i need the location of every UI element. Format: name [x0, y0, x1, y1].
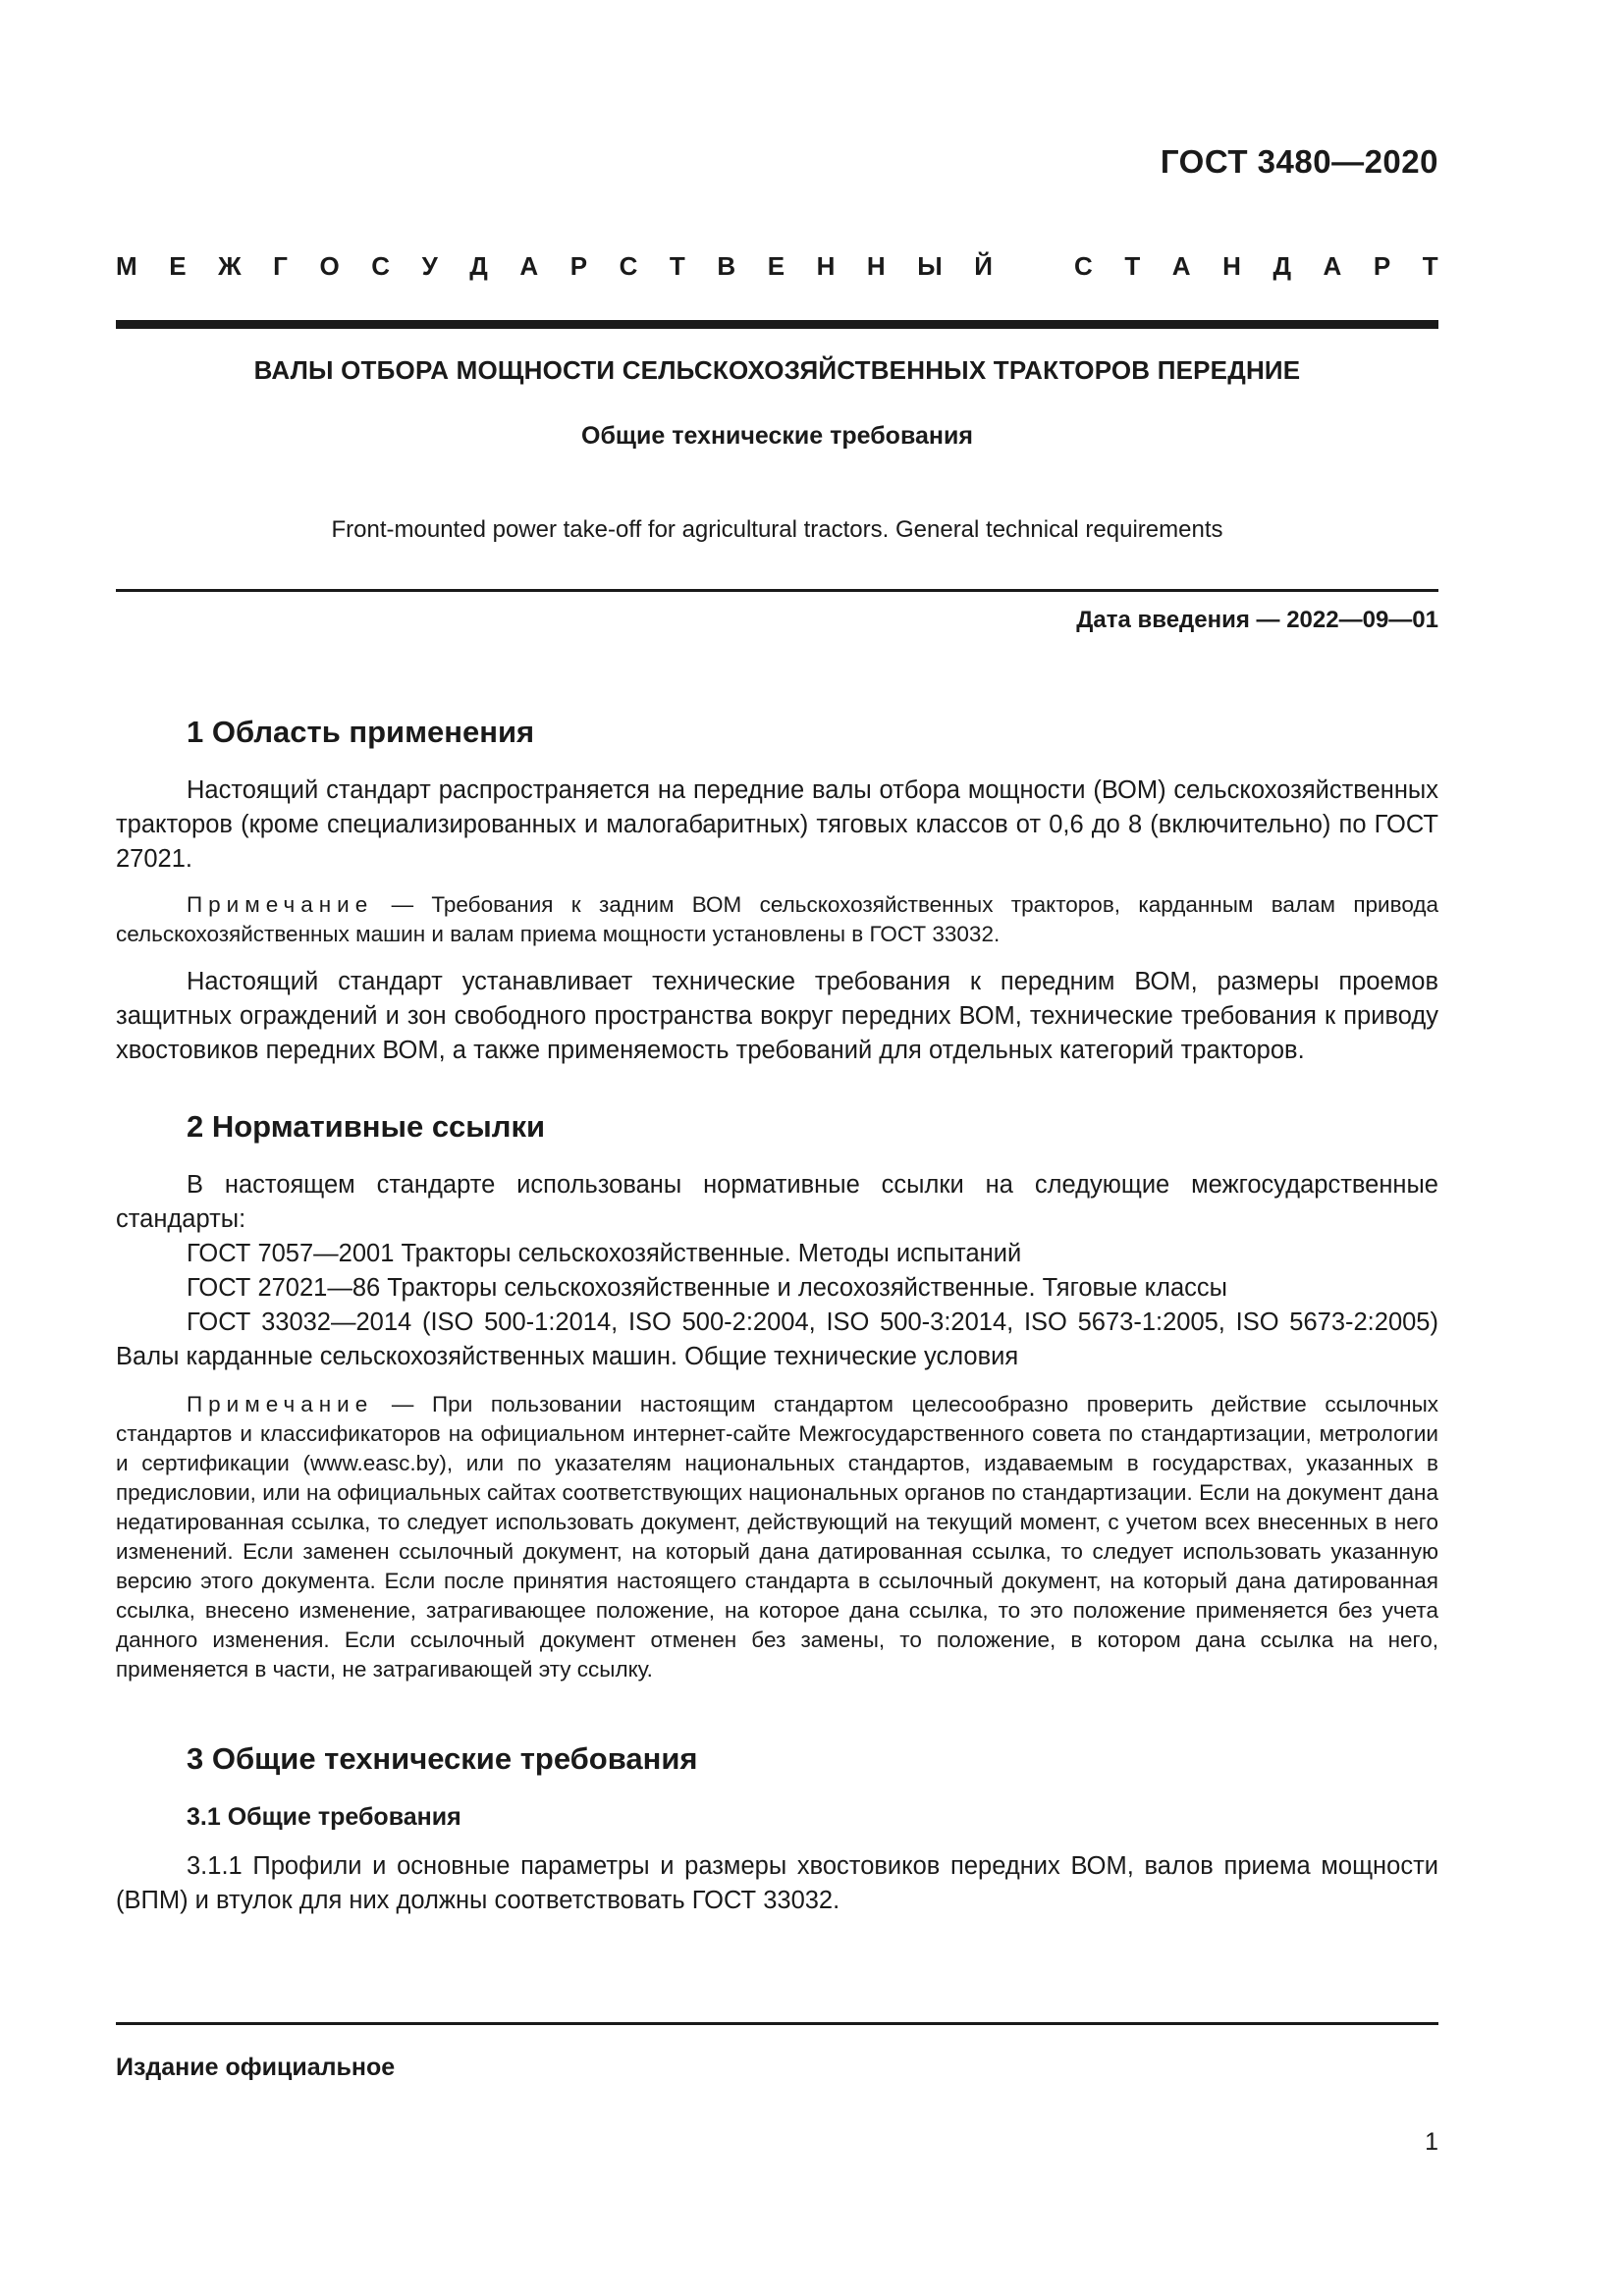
note-text: — Требования к задним ВОМ сельскохозяйственных тракторов, карданным валам привода сельскохозяйственных машин и валам приема мощности установлены в ГОСТ 33032. [116, 892, 1438, 946]
standard-type-letter: Т [1124, 251, 1141, 281]
document-page [116, 0, 1438, 2296]
document-title: ВАЛЫ ОТБОРА МОЩНОСТИ СЕЛЬСКОХОЗЯЙСТВЕННЫХ ТРАКТОРОВ ПЕРЕДНИЕ [253, 355, 1301, 385]
standard-type-letter: Е [169, 251, 187, 281]
standard-type-letter: А [519, 251, 539, 281]
note-text: — При пользовании настоящим стандартом целесообразно проверить действие ссылочных стандартов и классификаторов на официальном интернет-сайте Межгосударственного совета по стандартизации, метрологии и сертификации (www.easc.by), или по указателям национальных стандартов, издаваемым в государствах, указанных в предисловии, или на официальных сайтах соответствующих национальных органов по стандартизации. Если на документ дана недатированная ссылка, то следует использовать документ, действующий на текущий момент, с учетом всех внесенных в него изменений. Если заменен ссылочный документ, на который дана датированная ссылка, то следует использовать указанную версию этого документа. Если после принятия настоящего стандарта в ссылочный документ, на который дана датированная ссылка, внесено изменение, затрагивающее положение, на которое дана ссылка, то это положение применяется без учета данного изменения. Если ссылочный документ отменен без замены, то положение, в котором дана ссылка на него, применяется в части, не затрагивающей эту ссылку. [116, 1392, 1438, 1682]
section-1-note [116, 890, 1438, 949]
standard-type-letter: Е [767, 251, 785, 281]
standard-type-letter: О [319, 251, 340, 281]
section-1-paragraph-2: Настоящий стандарт устанавливает технические требования к передним ВОМ, размеры проемов защитных ограждений и зон свободного пространства вокруг передних ВОМ, технические требования к приводу хвостовиков передних ВОМ, а также применяемость требований для отдельных категорий тракторов. [116, 968, 1438, 1064]
standard-type-letter: Г [273, 251, 288, 281]
standard-type-letter: Д [1272, 251, 1291, 281]
standard-type-heading [116, 251, 1438, 282]
standard-type-letter: Т [669, 251, 685, 281]
note-label: Примечание [187, 892, 374, 917]
standard-type-letter: С [619, 251, 638, 281]
section-2-note [116, 1390, 1438, 1684]
document-body [116, 713, 1438, 1932]
standard-type-letter: Т [1422, 251, 1438, 281]
footer-divider [116, 2022, 1438, 2025]
note-label: Примечание [187, 1392, 374, 1416]
standard-type-letter: А [1171, 251, 1191, 281]
standard-type-letter: У [421, 251, 438, 281]
header-divider [116, 320, 1438, 329]
official-edition-label: Издание официальное [116, 2054, 396, 2081]
english-title: Front-mounted power take-off for agricultural tractors. General technical requirements [331, 516, 1223, 543]
introduction-date: Дата введения — 2022—09—01 [1076, 607, 1438, 633]
standard-type-letter: Н [866, 251, 886, 281]
standard-type-letter: В [717, 251, 736, 281]
page-number: 1 [1425, 2128, 1438, 2156]
standard-type-letter: Ж [218, 251, 242, 281]
section-3-heading: 3 Общие технические требования [187, 1741, 698, 1776]
title-divider [116, 589, 1438, 592]
standard-type-letter: Н [816, 251, 836, 281]
section-1-heading: 1 Область применения [187, 715, 535, 749]
standard-type-letter: С [1074, 251, 1093, 281]
standard-type-letter: М [116, 251, 137, 281]
reference-item: ГОСТ 7057—2001 Тракторы сельскохозяйственные. Методы испытаний [187, 1240, 1022, 1267]
section-3-1-heading: 3.1 Общие требования [187, 1803, 461, 1831]
section-1-paragraph-1: Настоящий стандарт распространяется на передние валы отбора мощности (ВОМ) сельскохозяйственных тракторов (кроме специализированных и малогабаритных) тяговых классов от 0,6 до 8 (включительно) по ГОСТ 27021. [116, 776, 1438, 873]
standard-number: ГОСТ 3480—2020 [1160, 143, 1438, 180]
standard-type-letter: Н [1222, 251, 1241, 281]
section-3-1-1-paragraph: 3.1.1 Профили и основные параметры и размеры хвостовиков передних ВОМ, валов приема мощности (ВПМ) и втулок для них должны соответствовать ГОСТ 33032. [116, 1852, 1438, 1914]
standard-type-letter: А [1323, 251, 1342, 281]
standard-type-letter: Й [974, 251, 993, 281]
standard-type-letter: С [371, 251, 391, 281]
document-subtitle: Общие технические требования [581, 422, 973, 450]
standard-type-letter: Д [469, 251, 488, 281]
standard-type-letter: Р [1373, 251, 1391, 281]
reference-item: ГОСТ 27021—86 Тракторы сельскохозяйственные и лесохозяйственные. Тяговые классы [187, 1274, 1227, 1302]
section-2-intro: В настоящем стандарте использованы нормативные ссылки на следующие межгосударственные стандарты: [116, 1171, 1438, 1233]
standard-type-letter: Ы [917, 251, 943, 281]
section-2-heading: 2 Нормативные ссылки [187, 1109, 546, 1144]
standard-type-letter: Р [569, 251, 588, 281]
reference-item: ГОСТ 33032—2014 (ISO 500-1:2014, ISO 500-2:2004, ISO 500-3:2014, ISO 5673-1:2005, ISO 5673-2:2005) Валы карданные сельскохозяйственных машин. Общие технические условия [116, 1308, 1438, 1370]
